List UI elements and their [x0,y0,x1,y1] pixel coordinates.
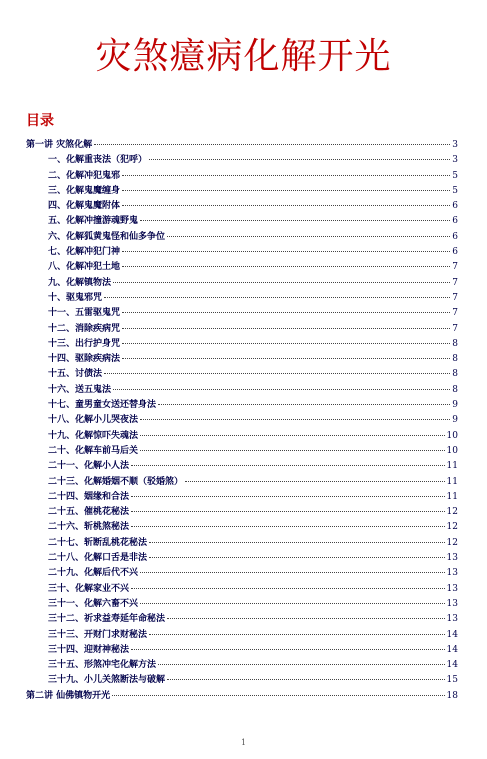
toc-entry-label: 二十、化解车前马后关 [48,445,139,456]
toc-dot-leader [122,312,450,313]
toc-section-entry[interactable] [26,352,458,367]
toc-dot-leader [140,450,445,451]
toc-section-entry[interactable] [26,520,458,535]
toc-entry-page: 6 [452,247,458,258]
toc-entry-page: 6 [452,231,458,242]
toc-entry-label: 十、驱鬼邪咒 [48,292,103,303]
toc-section-entry[interactable] [26,658,458,673]
toc-entry-page: 8 [452,338,458,349]
toc-dot-leader [149,159,450,160]
toc-entry-label: 三十二、祈求益寿延年命秘法 [48,614,166,625]
toc-dot-leader [131,588,445,589]
toc-section-entry[interactable] [26,429,458,444]
toc-entry-label: 十八、化解小儿哭夜法 [48,415,139,426]
toc-entry-label: 三、化解鬼魔缠身 [48,185,121,196]
toc-entry-label: 三十五、形煞冲宅化解方法 [48,660,157,671]
toc-dot-leader [113,282,450,283]
toc-section-entry[interactable] [26,459,458,474]
toc-dot-leader [122,266,450,267]
toc-entry-page: 7 [452,292,458,303]
toc-entry-page: 12 [446,507,458,518]
toc-heading: 目录 [26,113,54,129]
toc-entry-page: 8 [452,354,458,365]
toc-section-entry[interactable] [26,612,458,627]
toc-section-entry[interactable] [26,276,458,291]
toc-entry-page: 14 [446,629,458,640]
toc-entry-page: 6 [452,201,458,212]
toc-entry-label: 第二讲 仙佛镇物开光 [26,690,111,701]
toc-entry-label: 五、化解冲撞游魂野鬼 [48,216,139,227]
toc-entry-label: 二十九、化解后代不兴 [48,568,139,579]
toc-entry-label: 二十一、化解小人法 [48,461,130,472]
toc-dot-leader [131,465,445,466]
toc-dot-leader [167,618,445,619]
toc-section-entry[interactable] [26,505,458,520]
toc-entry-page: 3 [452,140,458,150]
toc-dot-leader [122,343,450,344]
toc-entry-page: 13 [446,598,458,609]
toc-entry-label: 二十八、化解口舌是非法 [48,553,148,564]
toc-dot-leader [122,205,450,206]
toc-section-entry[interactable] [26,245,458,260]
toc-entry-label: 二十七、斩断乱桃花秘法 [48,537,148,548]
toc-section-entry[interactable] [26,214,458,229]
toc-entry-label: 二十四、姻缘和合法 [48,491,130,502]
toc-section-entry[interactable] [26,536,458,551]
toc-dot-leader [94,144,450,145]
toc-entry-page: 8 [452,369,458,380]
toc-entry-label: 十四、驱除疾病法 [48,354,121,365]
toc-dot-leader [131,649,445,650]
toc-entry-page: 14 [446,660,458,671]
toc-section-entry[interactable] [26,628,458,643]
table-of-contents [26,138,458,704]
toc-dot-leader [113,389,450,390]
toc-section-entry[interactable] [26,673,458,688]
toc-section-entry[interactable] [26,199,458,214]
toc-entry-page: 18 [446,690,458,701]
toc-entry-page: 6 [452,216,458,227]
toc-entry-page: 9 [452,400,458,411]
toc-section-entry[interactable] [26,444,458,459]
toc-section-entry[interactable] [26,643,458,658]
toc-entry-label: 二十五、催桃花秘法 [48,507,130,518]
toc-entry-page: 7 [452,262,458,273]
toc-entry-label: 十三、出行护身咒 [48,338,121,349]
toc-dot-leader [158,664,445,665]
toc-entry-label: 一、化解重丧法（犯呼） [48,155,148,166]
toc-entry-page: 9 [452,415,458,426]
document-title: 灾煞癔病化解开光 [95,36,392,77]
toc-entry-label: 七、化解冲犯门神 [48,247,121,258]
toc-section-entry[interactable] [26,153,458,168]
toc-entry-page: 13 [446,583,458,594]
toc-entry-label: 十二、消除疾病咒 [48,323,121,334]
toc-entry-page: 3 [452,155,458,166]
toc-entry-label: 三十三、开财门求财秘法 [48,629,148,640]
toc-entry-page: 10 [446,430,458,441]
toc-entry-page: 11 [446,491,458,502]
toc-dot-leader [131,511,445,512]
toc-entry-label: 第一讲 灾煞化解 [26,140,93,150]
toc-entry-page: 7 [452,277,458,288]
toc-entry-label: 十七、童男童女送还替身法 [48,400,157,411]
toc-entry-page: 14 [446,644,458,655]
toc-dot-leader [140,603,445,604]
page-number: 1 [240,738,247,747]
toc-entry-label: 二十三、化解婚姻不顺（驳婚煞） [48,476,184,487]
toc-section-entry[interactable] [26,413,458,428]
toc-dot-leader [122,328,450,329]
toc-dot-leader [104,297,450,298]
toc-section-entry[interactable] [26,306,458,321]
toc-dot-leader [122,358,450,359]
toc-entry-label: 三十四、迎财神秘法 [48,644,130,655]
toc-section-entry[interactable] [26,582,458,597]
toc-entry-label: 二、化解冲犯鬼邪 [48,170,121,181]
toc-section-entry[interactable] [26,169,458,184]
toc-entry-page: 10 [446,445,458,456]
toc-section-entry[interactable] [26,597,458,612]
toc-entry-label: 二十六、斩桃煞秘法 [48,522,130,533]
toc-section-entry[interactable] [26,398,458,413]
toc-dot-leader [149,557,445,558]
toc-section-entry[interactable] [26,230,458,245]
toc-dot-leader [122,175,450,176]
toc-chapter-entry[interactable] [26,138,458,153]
toc-entry-page: 5 [452,170,458,181]
toc-section-entry[interactable] [26,490,458,505]
toc-dot-leader [185,481,445,482]
toc-entry-page: 13 [446,553,458,564]
toc-entry-page: 15 [446,675,458,686]
toc-dot-leader [104,373,450,374]
toc-dot-leader [122,190,450,191]
toc-entry-page: 13 [446,568,458,579]
toc-section-entry[interactable] [26,566,458,581]
toc-entry-page: 7 [452,308,458,319]
toc-dot-leader [131,496,445,497]
toc-entry-label: 十五、讨债法 [48,369,103,380]
toc-chapter-entry[interactable] [26,689,458,704]
toc-entry-label: 八、化解冲犯土地 [48,262,121,273]
toc-dot-leader [167,679,445,680]
toc-entry-page: 12 [446,537,458,548]
toc-entry-label: 三十九、小儿关煞断法与破解 [48,675,166,686]
toc-entry-label: 十六、送五鬼法 [48,384,112,395]
toc-entry-page: 12 [446,522,458,533]
toc-dot-leader [167,236,450,237]
toc-dot-leader [140,572,445,573]
toc-section-entry[interactable] [26,291,458,306]
toc-entry-label: 九、化解镇物法 [48,277,112,288]
toc-entry-page: 7 [452,323,458,334]
toc-entry-label: 十一、五雷驱鬼咒 [48,308,121,319]
toc-dot-leader [140,220,450,221]
toc-entry-page: 8 [452,384,458,395]
toc-section-entry[interactable] [26,184,458,199]
toc-dot-leader [149,542,445,543]
toc-entry-label: 六、化解狐黄鬼怪和仙多争位 [48,231,166,242]
toc-section-entry[interactable] [26,383,458,398]
toc-dot-leader [140,435,445,436]
toc-entry-label: 三十一、化解六畜不兴 [48,598,139,609]
toc-entry-label: 三十、化解家业不兴 [48,583,130,594]
toc-entry-page: 5 [452,185,458,196]
toc-entry-page: 13 [446,614,458,625]
toc-section-entry[interactable] [26,551,458,566]
toc-section-entry[interactable] [26,322,458,337]
toc-dot-leader [112,695,444,696]
toc-dot-leader [149,634,445,635]
toc-section-entry[interactable] [26,260,458,275]
toc-dot-leader [131,526,445,527]
toc-dot-leader [122,251,450,252]
toc-section-entry[interactable] [26,475,458,490]
toc-section-entry[interactable] [26,367,458,382]
toc-entry-page: 11 [446,476,458,487]
toc-dot-leader [158,404,450,405]
toc-entry-label: 四、化解鬼魔附体 [48,201,121,212]
toc-section-entry[interactable] [26,337,458,352]
toc-entry-page: 11 [446,461,458,472]
toc-entry-label: 十九、化解惊吓失魂法 [48,430,139,441]
toc-dot-leader [140,419,450,420]
